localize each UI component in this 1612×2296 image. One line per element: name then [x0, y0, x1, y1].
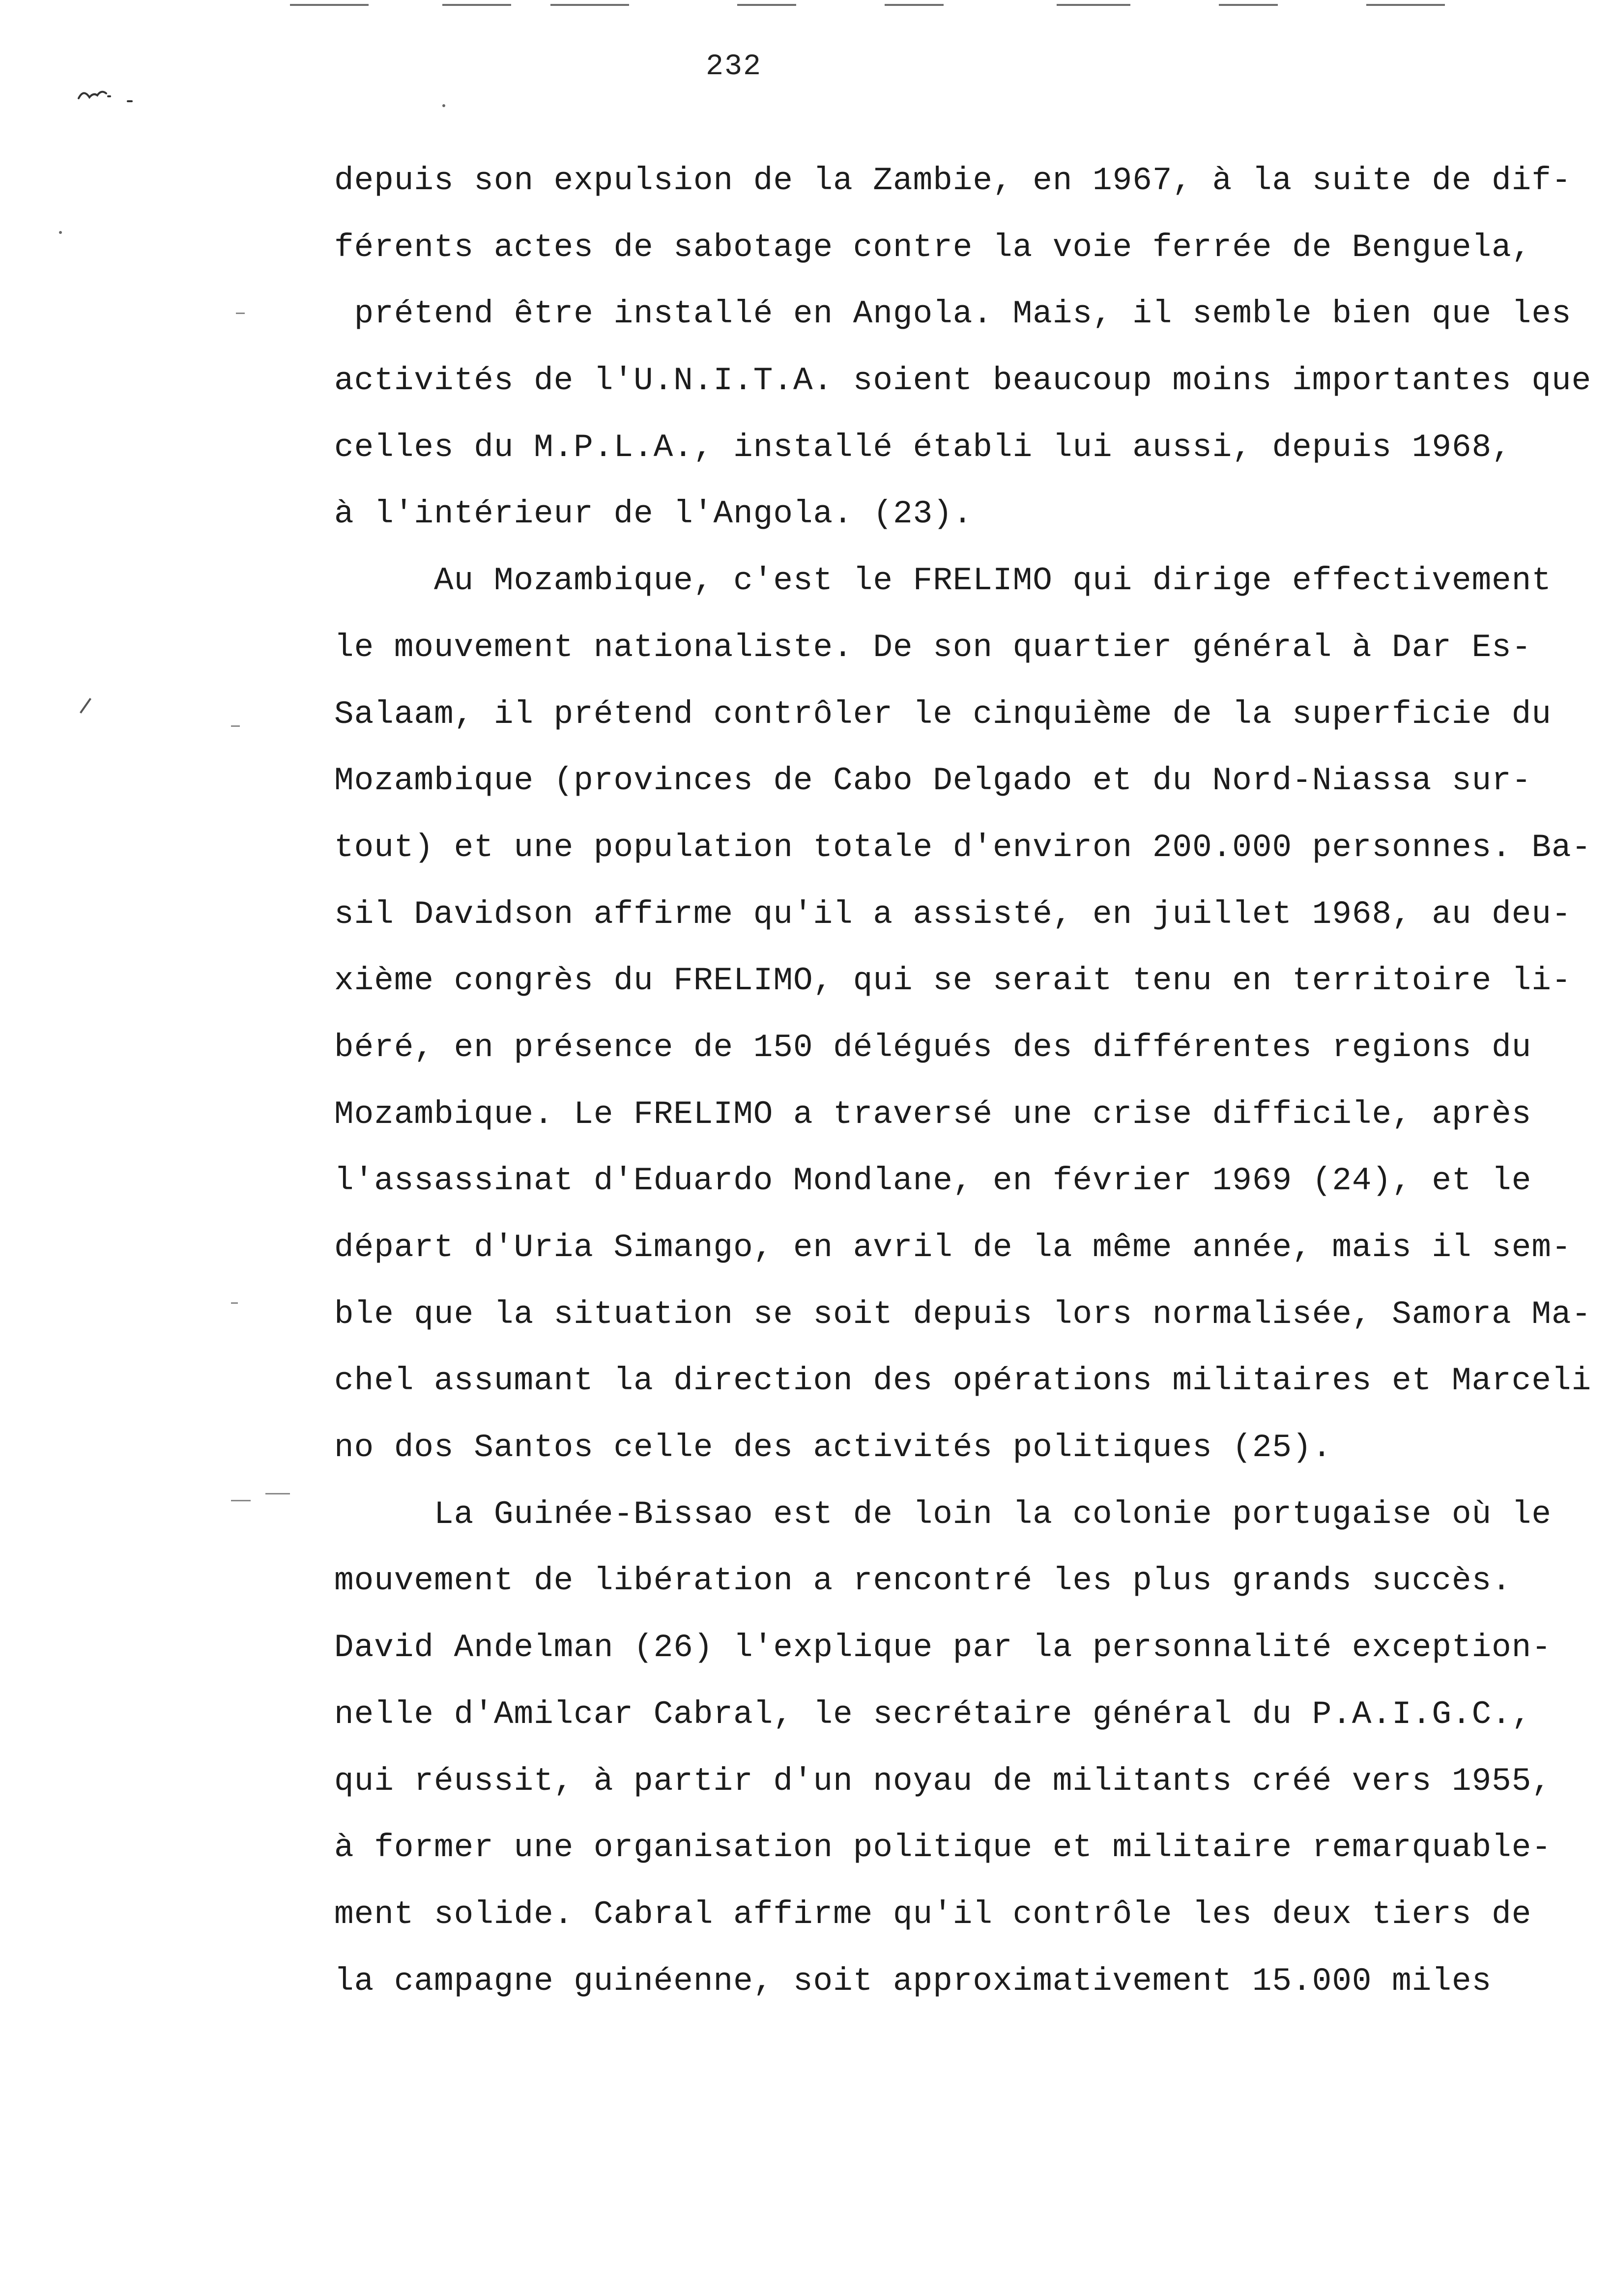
margin-mark [236, 313, 245, 314]
text-line: la campagne guinéenne, soit approximativement 15.000 miles [334, 1962, 1492, 2000]
text-line: Au Mozambique, c'est le FRELIMO qui dirige effectivement [334, 562, 1552, 600]
text-line: tout) et une population totale d'environ 200.000 personnes. Ba- [334, 829, 1592, 866]
text-line: béré, en présence de 150 délégués des différentes regions du [334, 1029, 1532, 1066]
text-line: prétend être installé en Angola. Mais, il semble bien que les [334, 295, 1572, 333]
page-number: 232 [706, 50, 762, 84]
text-line: depuis son expulsion de la Zambie, en 1967, à la suite de dif- [334, 162, 1572, 199]
body-text [334, 147, 1592, 2014]
text-line: sil Davidson affirme qu'il a assisté, en juillet 1968, au deu- [334, 895, 1572, 933]
scan-edge-mark [1057, 4, 1130, 6]
scan-edge-mark [550, 4, 629, 6]
margin-mark [59, 231, 62, 234]
text-line: Salaam, il prétend contrôler le cinquième de la superficie du [334, 695, 1552, 733]
text-line: l'assassinat d'Eduardo Mondlane, en février 1969 (24), et le [334, 1162, 1532, 1200]
text-line: qui réussit, à partir d'un noyau de militants créé vers 1955, [334, 1762, 1552, 1800]
text-line: férents actes de sabotage contre la voie ferrée de Benguela, [334, 229, 1532, 266]
scan-edge-mark [290, 4, 369, 6]
text-line: David Andelman (26) l'explique par la personnalité exception- [334, 1629, 1552, 1666]
text-line: le mouvement nationaliste. De son quartier général à Dar Es- [334, 629, 1532, 666]
text-line: no dos Santos celle des activités politiques (25). [334, 1429, 1332, 1466]
text-line: nelle d'Amilcar Cabral, le secrétaire général du P.A.I.G.C., [334, 1695, 1532, 1733]
text-line: xième congrès du FRELIMO, qui se serait tenu en territoire li- [334, 962, 1572, 1000]
margin-mark [442, 104, 445, 107]
margin-mark [231, 725, 240, 727]
scan-edge-mark [737, 4, 796, 6]
handwritten-scribble-icon [74, 79, 162, 108]
scan-edge-mark [442, 4, 511, 6]
margin-mark [231, 1500, 251, 1501]
text-line: ble que la situation se soit depuis lors normalisée, Samora Ma- [334, 1295, 1592, 1333]
scan-edge-mark [1366, 4, 1445, 6]
text-line: départ d'Uria Simango, en avril de la même année, mais il sem- [334, 1229, 1572, 1266]
scan-edge-mark [885, 4, 944, 6]
text-line: La Guinée-Bissao est de loin la colonie portugaise où le [334, 1495, 1552, 1533]
text-line: celles du M.P.L.A., installé établi lui aussi, depuis 1968, [334, 429, 1512, 466]
text-line: Mozambique. Le FRELIMO a traversé une crise difficile, après [334, 1095, 1532, 1133]
margin-mark [231, 1302, 238, 1304]
text-line: ment solide. Cabral affirme qu'il contrôle les deux tiers de [334, 1895, 1532, 1933]
text-line: Mozambique (provinces de Cabo Delgado et du Nord-Niassa sur- [334, 762, 1532, 800]
margin-mark [80, 698, 91, 714]
scan-edge-mark [1219, 4, 1278, 6]
text-line: chel assumant la direction des opérations militaires et Marceli [334, 1362, 1592, 1400]
margin-mark [265, 1493, 290, 1494]
text-line: mouvement de libération a rencontré les plus grands succès. [334, 1562, 1512, 1600]
text-line: à l'intérieur de l'Angola. (23). [334, 495, 973, 533]
text-line: activités de l'U.N.I.T.A. soient beaucoup moins importantes que [334, 362, 1592, 400]
text-line: à former une organisation politique et militaire remarquable- [334, 1829, 1552, 1866]
